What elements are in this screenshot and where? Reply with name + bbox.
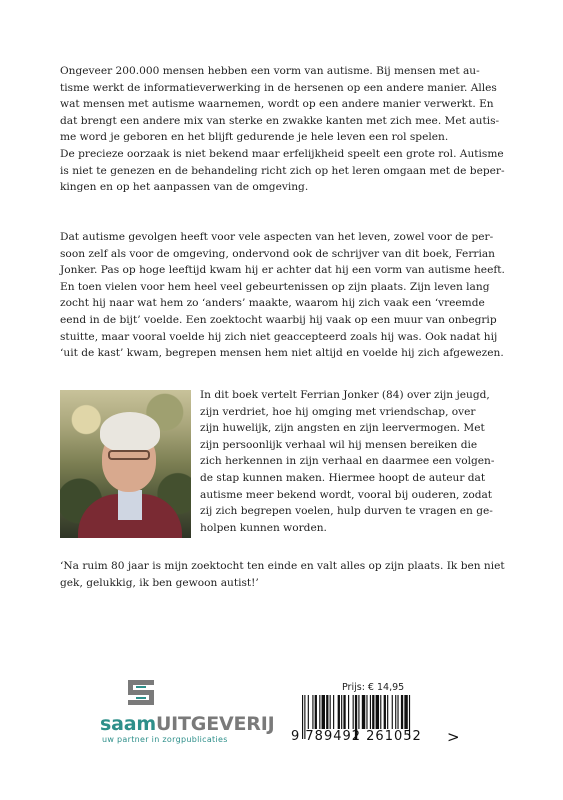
- text-line: zij zich begrepen voelen, hulp durven te vragen en ge-: [200, 505, 493, 518]
- text-line: me word je geboren en het blijft gedurende je hele leven een rol spelen.: [60, 131, 449, 144]
- publisher-name-part2: UITGEVERIJ: [155, 713, 275, 735]
- text-line: In dit boek vertelt Ferrian Jonker (84) over zijn jeugd,: [200, 389, 490, 401]
- text-line: soon zelf als voor de omgeving, ondervond ook de schrijver van dit boek, Ferrian: [60, 247, 495, 260]
- barcode-bar: [395, 695, 396, 729]
- text-line: De precieze oorzaak is niet bekend maar erfelijkheid speelt een grote rol. Autisme: [60, 147, 504, 160]
- publisher-name: [100, 714, 274, 734]
- text-line: gek, gelukkig, ik ben gewoon autist!’: [60, 576, 259, 589]
- barcode-bar: [330, 695, 331, 729]
- text-line: zijn persoonlijk verhaal wil hij mensen bereiken die: [200, 438, 478, 451]
- isbn-number: 9 789492 261052: [291, 729, 422, 744]
- text-line: de stap kunnen maken. Hiermee hoopt de auteur dat: [200, 471, 486, 484]
- barcode-bar: [384, 695, 386, 729]
- intro-paragraph: [60, 63, 520, 196]
- barcode-bar: [319, 695, 320, 729]
- barcode-bar: [322, 695, 325, 729]
- price-label: Prijs: € 14,95: [342, 682, 405, 693]
- text-line: ‘uit de kast’ kwam, begrepen mensen hem niet altijd en voelde hij zich afgewezen.: [60, 347, 504, 360]
- barcode-bar: [333, 695, 334, 729]
- barcode-bar: [362, 695, 365, 729]
- photo-glasses: [108, 450, 150, 460]
- text-line: wat mensen met autisme waarnemen, wordt op een andere manier verwerkt. En: [60, 98, 494, 111]
- barcode-bar: [366, 695, 367, 729]
- barcode-bar: [338, 695, 340, 729]
- text-line: stuitte, maar vooral voelde hij zich niet geaccepteerd zoals hij was. Ook nadat hij: [60, 330, 498, 343]
- text-line: eend in de bijt’ voelde. Een zoektocht waarbij hij vaak op een muur van onbegrip: [60, 313, 497, 326]
- text-line: Ongeveer 200.000 mensen hebben een vorm van autisme. Bij mensen met au-: [60, 65, 480, 77]
- publisher-tagline: uw partner in zorgpublicaties: [102, 735, 228, 744]
- text-line: zich herkennen in zijn verhaal en daarmee een volgen-: [200, 455, 495, 468]
- barcode-bar: [392, 695, 393, 729]
- text-line: tisme werkt de informatieverwerking in de hersenen op een andere manier. Alles: [60, 81, 497, 94]
- text-line: En toen vielen voor hem heel veel gebeurtenissen op zijn plaats. Zijn leven lang: [60, 280, 490, 293]
- photo-shirt: [118, 490, 142, 520]
- text-line: holpen kunnen worden.: [200, 521, 327, 534]
- text-line: is niet te genezen en de behandeling richt zich op het leren omgaan met de beper-: [60, 164, 505, 177]
- quote-paragraph: [60, 558, 520, 591]
- author-paragraph: [60, 229, 520, 362]
- barcode-bar: [315, 695, 317, 729]
- author-photo: [60, 390, 191, 538]
- barcode-bar: [404, 695, 407, 729]
- barcode-bar: [397, 695, 398, 729]
- text-line: dat brengt een andere mix van sterke en zwakke kanten met zich mee. Met autis-: [60, 114, 500, 127]
- publisher-mark-icon: [122, 678, 160, 712]
- barcode-bar: [348, 695, 349, 729]
- barcode-bar: [308, 695, 309, 729]
- text-line: autisme meer bekend wordt, vooral bij ouderen, zodat: [200, 488, 493, 501]
- barcode-bar: [358, 695, 359, 729]
- text-line: Jonker. Pas op hoge leeftijd kwam hij er achter dat hij een vorm van autisme heeft.: [60, 264, 505, 277]
- photo-hair: [100, 412, 160, 452]
- barcode-bar: [341, 695, 342, 729]
- text-line: zijn verdriet, hoe hij omging met vriendschap, over: [200, 405, 476, 418]
- barcode-bar: [370, 695, 371, 729]
- barcode-bar: [380, 695, 381, 729]
- book-paragraph: [200, 387, 520, 536]
- barcode-bar: [312, 695, 313, 729]
- barcode-bar: [372, 695, 374, 729]
- publisher-name-part1: saam: [100, 713, 156, 735]
- text-line: zocht hij naar wat hem zo ‘anders’ maakte, waarom hij zich vaak een ‘vreemde: [60, 297, 485, 310]
- text-line: Dat autisme gevolgen heeft voor vele aspecten van het leven, zowel voor de per-: [60, 231, 494, 243]
- barcode-bar: [387, 695, 388, 729]
- barcode-bar: [376, 695, 379, 729]
- barcode-bar: [353, 695, 354, 729]
- text-line: ‘Na ruim 80 jaar is mijn zoektocht ten einde en valt alles op zijn plaats. Ik ben niet: [60, 560, 505, 572]
- text-line: kingen en op het aanpassen van de omgeving.: [60, 181, 309, 194]
- barcode-bar: [401, 695, 403, 729]
- text-line: zijn huwelijk, zijn angsten en zijn leervermogen. Met: [200, 422, 485, 435]
- barcode-bar: [326, 695, 328, 729]
- publisher-logo: [100, 678, 275, 746]
- barcode-bar: [343, 695, 345, 729]
- isbn-arrow: >: [447, 728, 460, 746]
